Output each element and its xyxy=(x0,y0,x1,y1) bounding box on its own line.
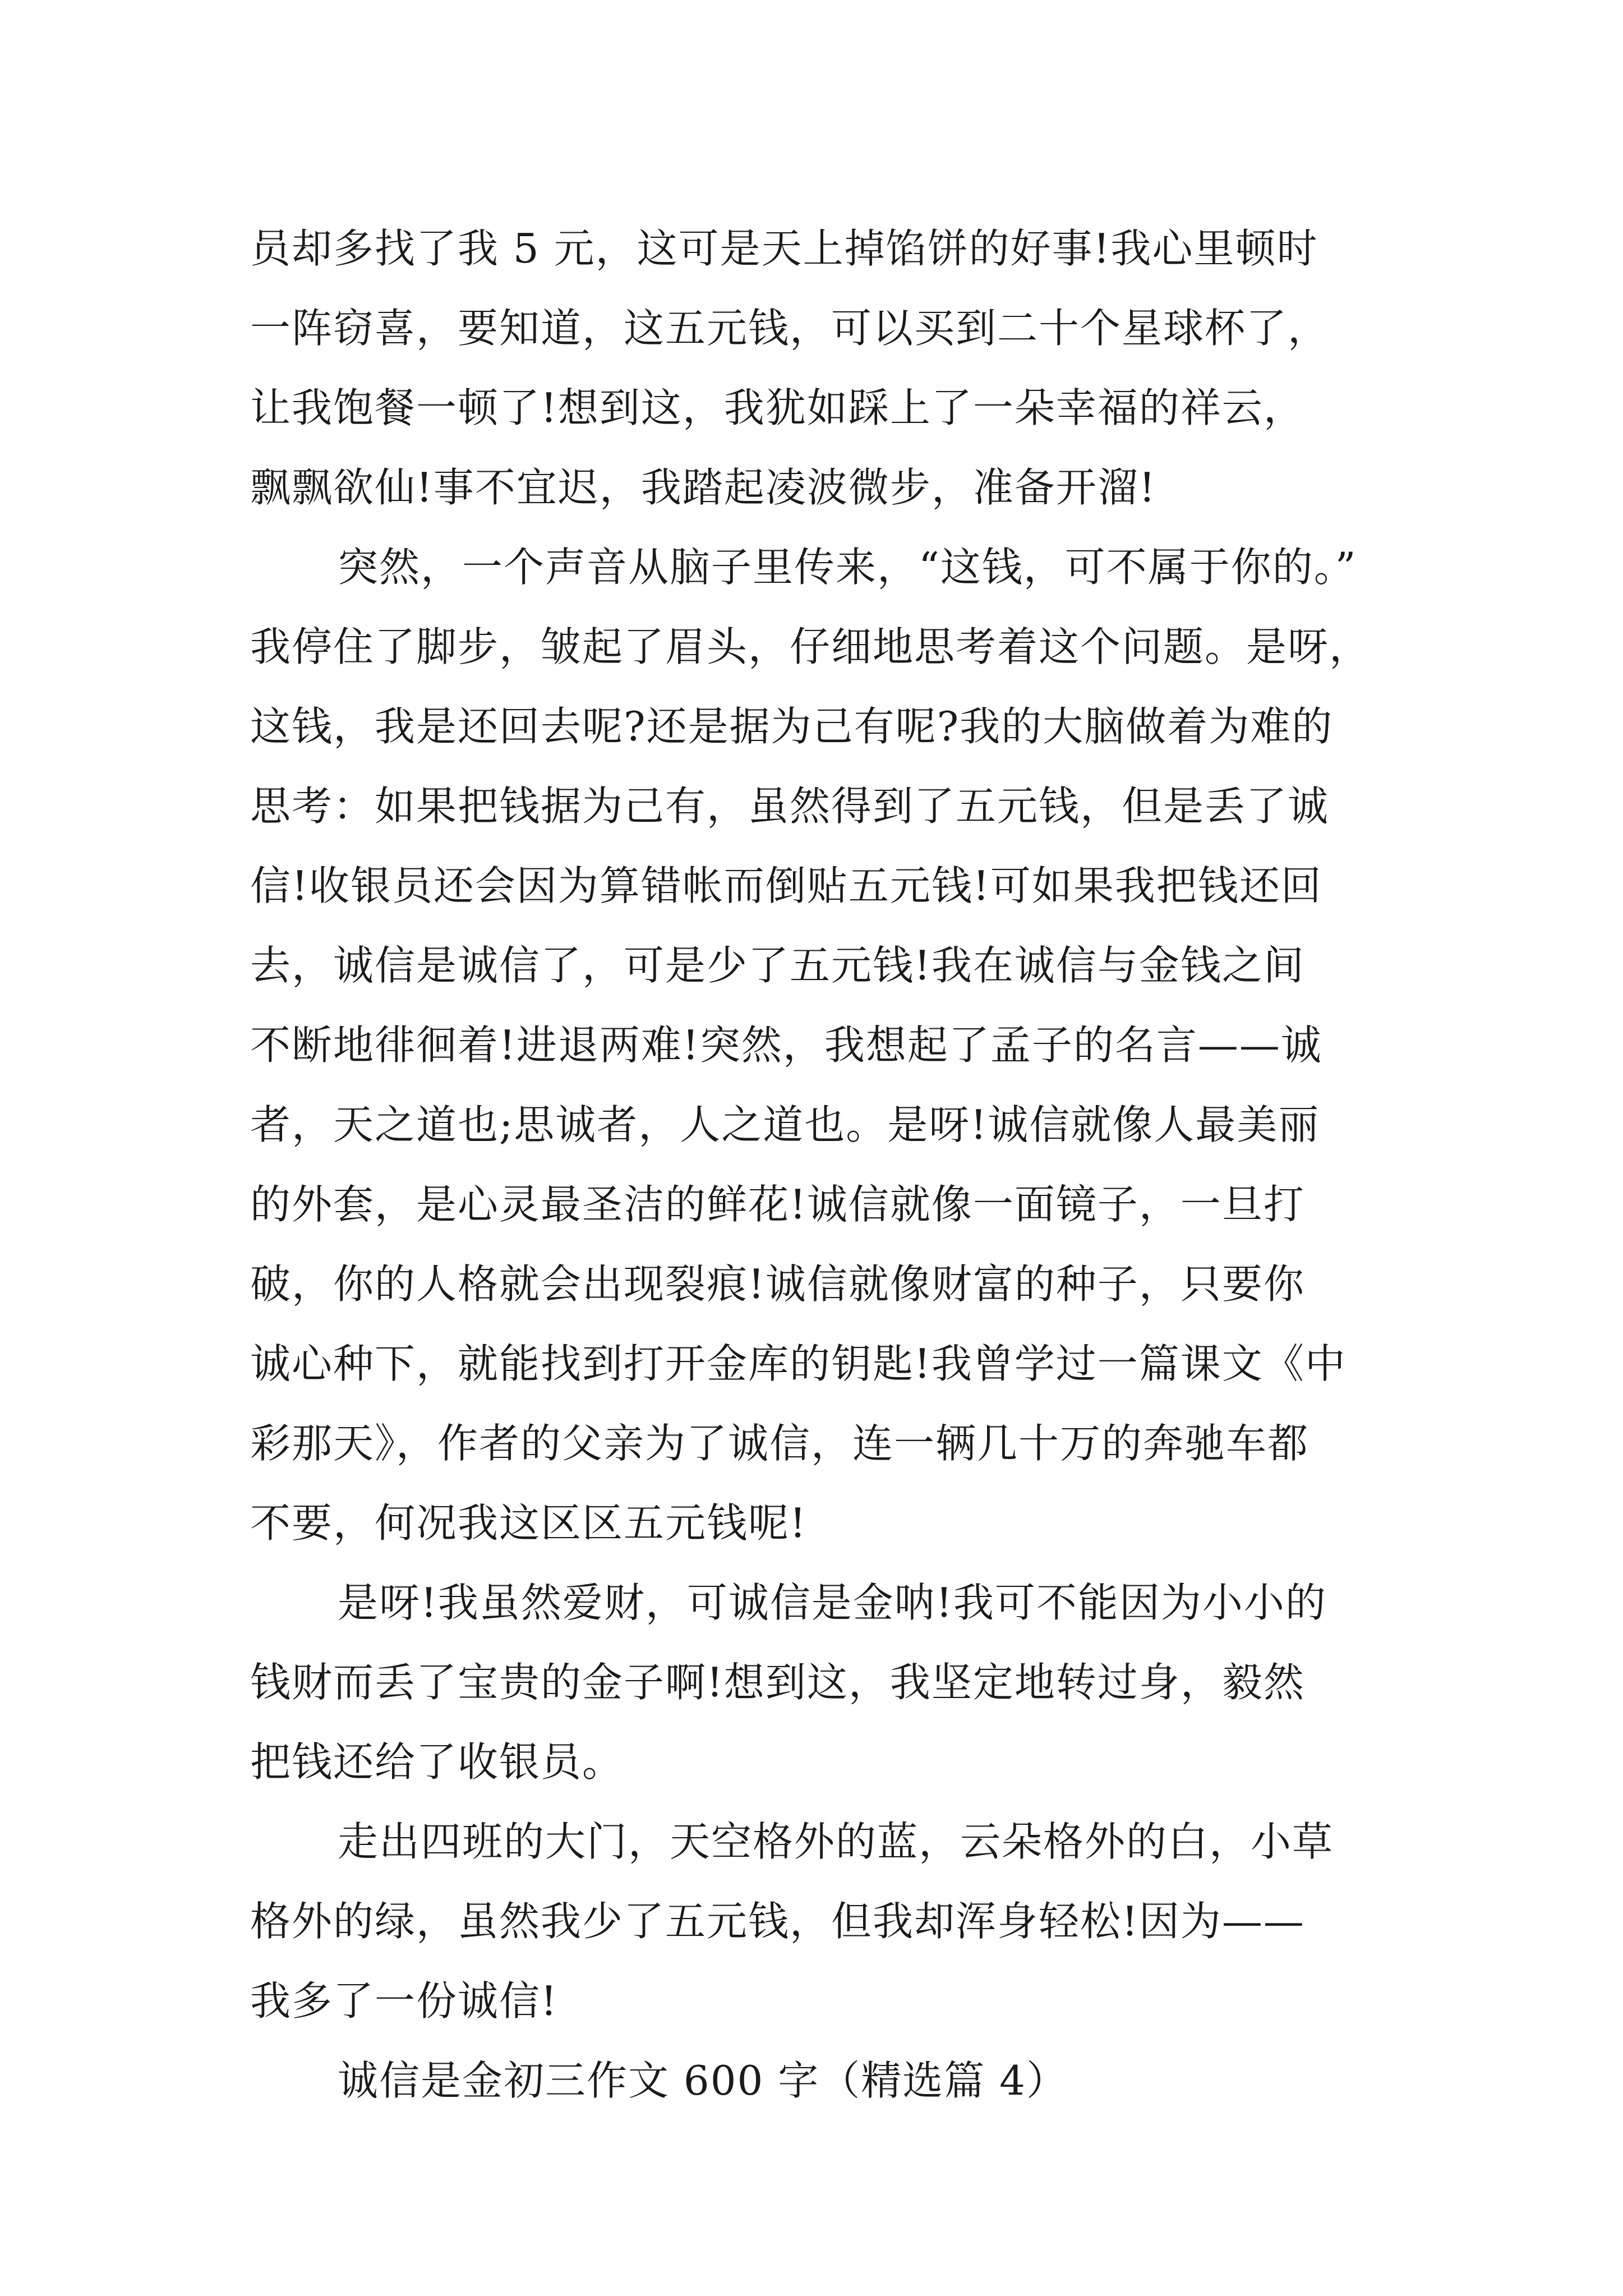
paragraph-2-line-1: 突然，一个声音从脑子里传来，“这钱，可不属于你的。” xyxy=(338,544,1357,591)
paragraph-2-line-3: 这钱，我是还回去呢?还是据为己有呢?我的大脑做着为难的 xyxy=(250,703,1334,750)
paragraph-2-line-10: 破，你的人格就会出现裂痕!诚信就像财富的种子，只要你 xyxy=(250,1260,1305,1308)
paragraph-2-line-13: 不要，何况我这区区五元钱呢! xyxy=(250,1499,807,1547)
paragraph-2-line-6: 去，诚信是诚信了，可是少了五元钱!我在诚信与金钱之间 xyxy=(250,942,1305,989)
paragraph-1-line-2: 一阵窃喜，要知道，这五元钱，可以买到二十个星球杯了， xyxy=(250,305,1330,352)
paragraph-3-line-3: 把钱还给了收银员。 xyxy=(250,1738,624,1786)
paragraph-3-line-1: 是呀!我虽然爱财，可诚信是金呐!我可不能因为小小的 xyxy=(338,1579,1327,1626)
paragraph-2-line-8: 者，天之道也;思诚者，人之道也。是呀!诚信就像人最美丽 xyxy=(250,1101,1320,1148)
paragraph-3-line-2: 钱财而丢了宝贵的金子啊!想到这，我坚定地转过身，毅然 xyxy=(250,1659,1305,1706)
paragraph-1-line-4: 飘飘欲仙!事不宜迟，我踏起凌波微步，准备开溜! xyxy=(250,464,1156,511)
document-body xyxy=(250,209,1377,2120)
paragraph-4-line-1: 走出四班的大门，天空格外的蓝，云朵格外的白，小草 xyxy=(338,1818,1334,1865)
paragraph-4-line-3: 我多了一份诚信! xyxy=(250,1977,558,2024)
paragraph-2-line-4: 思考：如果把钱据为己有，虽然得到了五元钱，但是丢了诚 xyxy=(250,783,1330,830)
section-heading: 诚信是金初三作文 600 字（精选篇 4） xyxy=(338,2057,1068,2104)
paragraph-2-line-5: 信!收银员还会因为算错帐而倒贴五元钱!可如果我把钱还回 xyxy=(250,862,1322,909)
paragraph-2-line-12: 彩那天》，作者的父亲为了诚信，连一辆几十万的奔驰车都 xyxy=(250,1420,1310,1467)
paragraph-1-line-3: 让我饱餐一顿了!想到这，我犹如踩上了一朵幸福的祥云， xyxy=(250,384,1305,431)
paragraph-2-line-11: 诚心种下，就能找到打开金库的钥匙!我曾学过一篇课文《中 xyxy=(250,1340,1347,1387)
paragraph-2-line-7: 不断地徘徊着!进退两难!突然，我想起了孟子的名言——诚 xyxy=(250,1022,1322,1069)
paragraph-4-line-2: 格外的绿，虽然我少了五元钱，但我却浑身轻松!因为—— xyxy=(250,1898,1305,1945)
paragraph-2-line-2: 我停住了脚步，皱起了眉头，仔细地思考着这个问题。是呀， xyxy=(250,623,1371,670)
paragraph-2-line-9: 的外套，是心灵最圣洁的鲜花!诚信就像一面镜子，一旦打 xyxy=(250,1181,1305,1228)
paragraph-1-line-1: 员却多找了我 5 元，这可是天上掉馅饼的好事!我心里顿时 xyxy=(250,225,1318,272)
